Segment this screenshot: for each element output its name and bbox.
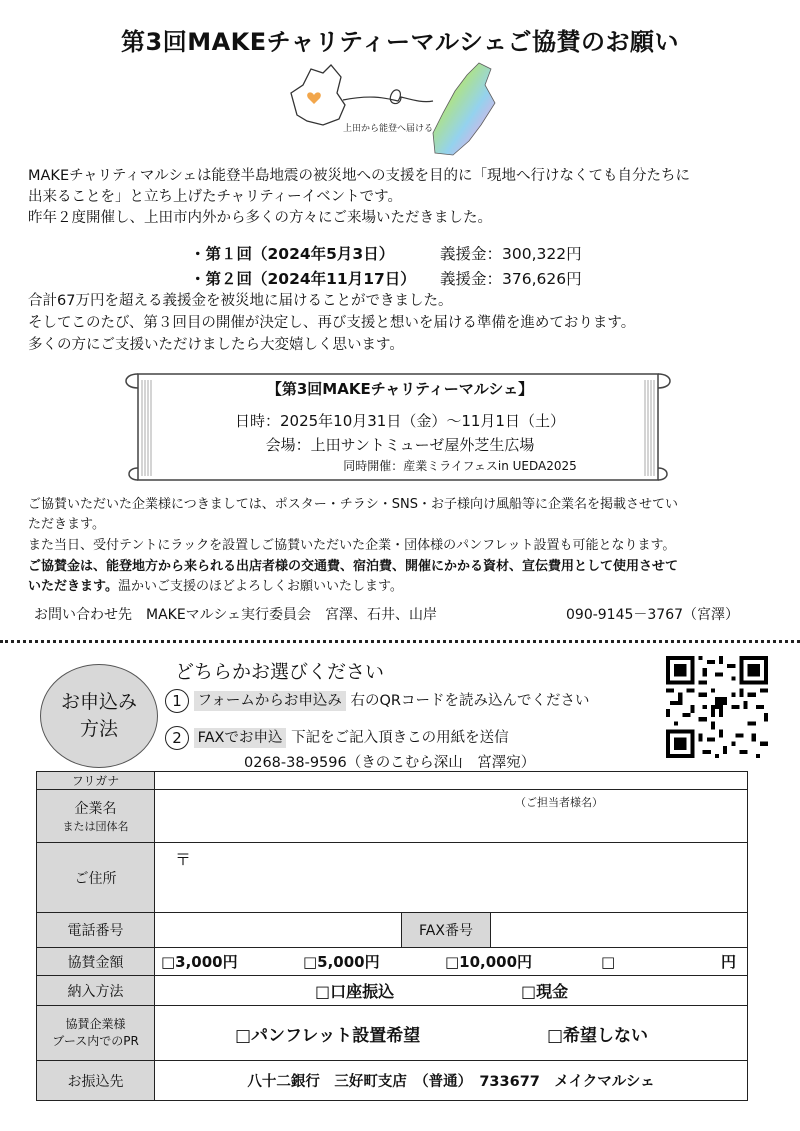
event-venue: 会場：上田サントミューゼ屋外芝生広場 [265, 436, 535, 454]
fax-number-line: 0268-38-9596（きのこむら深山 宮澤宛） [244, 755, 536, 771]
furigana-field[interactable] [155, 772, 748, 790]
option-2-text: 下記をご記入頂きこの用紙を送信 [291, 730, 509, 746]
option-2-number: 2 [165, 726, 189, 750]
notice-line-2: ただきます。 [28, 517, 105, 532]
option-2-chip: FAXでお申込 [194, 728, 287, 748]
option-1-number: 1 [165, 689, 189, 713]
choose-heading: どちらかお選びください [175, 661, 385, 683]
event-concurrent: 同時開催：産業ミライフェスin UEDA2025 [343, 459, 577, 473]
notice-line-5-normal: 温かいご支援のほどよろしくお願いいたします。 [117, 579, 403, 594]
address-label: ご住所 [37, 843, 155, 913]
amount-label: 協賛金額 [37, 948, 155, 976]
company-label [37, 790, 155, 843]
option-1-text: 右のQRコードを読み込んでください [350, 693, 590, 709]
notice-line-1: ご協賛いただいた企業様につきましては、ポスター・チラシ・SNS・お子様向け風船等に企業名を掲載させてい [28, 497, 678, 512]
payment-option-cash[interactable]: □現金 [521, 982, 569, 1001]
apply-method-badge [40, 664, 158, 768]
pr-label-line-2: ブース内でのPR [52, 1034, 139, 1048]
round-1-amount: 義援金：300,322円 [440, 245, 582, 263]
qr-code[interactable] [666, 656, 768, 758]
pr-label-line-1: 協賛企業様 [65, 1017, 126, 1031]
amount-option-5000[interactable]: □5,000円 [303, 953, 380, 971]
option-form [165, 689, 590, 713]
amount-option-custom[interactable]: □ [601, 953, 616, 971]
cut-line [0, 640, 800, 643]
intro-line-3: 昨年２度開催し、上田市内外から多くの方々にご来場いただきました。 [28, 210, 492, 226]
event-title: 【第3回MAKEチャリティーマルシェ】 [266, 380, 534, 398]
payment-label: 納入方法 [37, 976, 155, 1006]
option-fax [165, 726, 509, 750]
bank-value: 八十二銀行 三好町支店 （普通） 733677 メイクマルシェ [155, 1061, 748, 1101]
page-title: 第3回MAKEチャリティーマルシェご協賛のお願い [121, 28, 679, 56]
option-1-chip: フォームからお申込み [194, 691, 346, 711]
address-field[interactable] [155, 843, 748, 913]
application-form [36, 771, 748, 1101]
intro-line-2: 出来ることを」と立ち上げたチャリティーイベントです。 [28, 189, 402, 205]
fax-label: FAX番号 [402, 913, 491, 948]
amount-option-10000[interactable]: □10,000円 [445, 953, 533, 971]
amount-option-3000[interactable]: □3,000円 [161, 953, 238, 971]
bank-label: お振込先 [37, 1061, 155, 1101]
furigana-label: フリガナ [37, 772, 155, 790]
summary-line-3: 多くの方にご支援いただけましたら大変嬉しく思います。 [28, 337, 404, 353]
amount-options [155, 948, 748, 976]
phone-field[interactable] [155, 913, 402, 948]
company-field[interactable] [155, 790, 748, 843]
postal-mark: 〒 [175, 850, 192, 869]
pr-option-decline[interactable]: □希望しない [547, 1025, 649, 1046]
pr-label [37, 1006, 155, 1061]
phone-label: 電話番号 [37, 913, 155, 948]
company-label-main: 企業名 [74, 801, 117, 817]
person-name-hint: （ご担当者様名） [515, 796, 603, 809]
round-2-amount: 義援金：376,626円 [440, 270, 582, 288]
contact-phone: 090-9145－3767（宮澤） [566, 607, 740, 623]
summary-line-2: そしてこのたび、第３回目の開催が決定し、再び支援と想いを届ける準備を進めております。 [28, 315, 636, 331]
payment-option-transfer[interactable]: □口座振込 [315, 982, 395, 1001]
logo-illustration [283, 55, 503, 165]
apply-method-line-1: お申込み [60, 691, 137, 713]
payment-options [155, 976, 748, 1006]
amount-custom-unit: 円 [721, 953, 737, 971]
notice-line-3: また当日、受付テントにラックを設置しご協賛いただいた企業・団体様のパンフレット設置も可能となります。 [28, 538, 676, 553]
intro-line-1: MAKEチャリティマルシェは能登半島地震の被災地への支援を目的に「現地へ行けなくても自分たちに [28, 168, 691, 184]
fax-field[interactable] [491, 913, 748, 948]
notice-line-4: ご協賛金は、能登地方から来られる出店者様の交通費、宿泊費、開催にかかる資材、宣伝費用として使用させて [28, 559, 679, 574]
notice-line-5-bold: いただきます。 [28, 579, 118, 594]
apply-method-line-2: 方法 [79, 718, 118, 740]
pr-option-pamphlet[interactable]: □パンフレット設置希望 [235, 1025, 421, 1046]
notice-line-5 [28, 577, 403, 598]
pr-options [155, 1006, 748, 1061]
company-label-sub: または団体名 [62, 820, 129, 833]
contact-label: お問い合わせ先 MAKEマルシェ実行委員会 宮澤、石井、山岸 [34, 607, 438, 623]
round-1-label: ・第１回（2024年5月3日） [190, 245, 395, 263]
event-date: 日時：2025年10月31日（金）～11月1日（土） [235, 412, 565, 430]
summary-line-1: 合計67万円を超える義援金を被災地に届けることができました。 [28, 293, 453, 309]
logo-caption: 上田から能登へ届ける [343, 124, 434, 134]
round-2-label: ・第２回（2024年11月17日） [190, 270, 416, 288]
